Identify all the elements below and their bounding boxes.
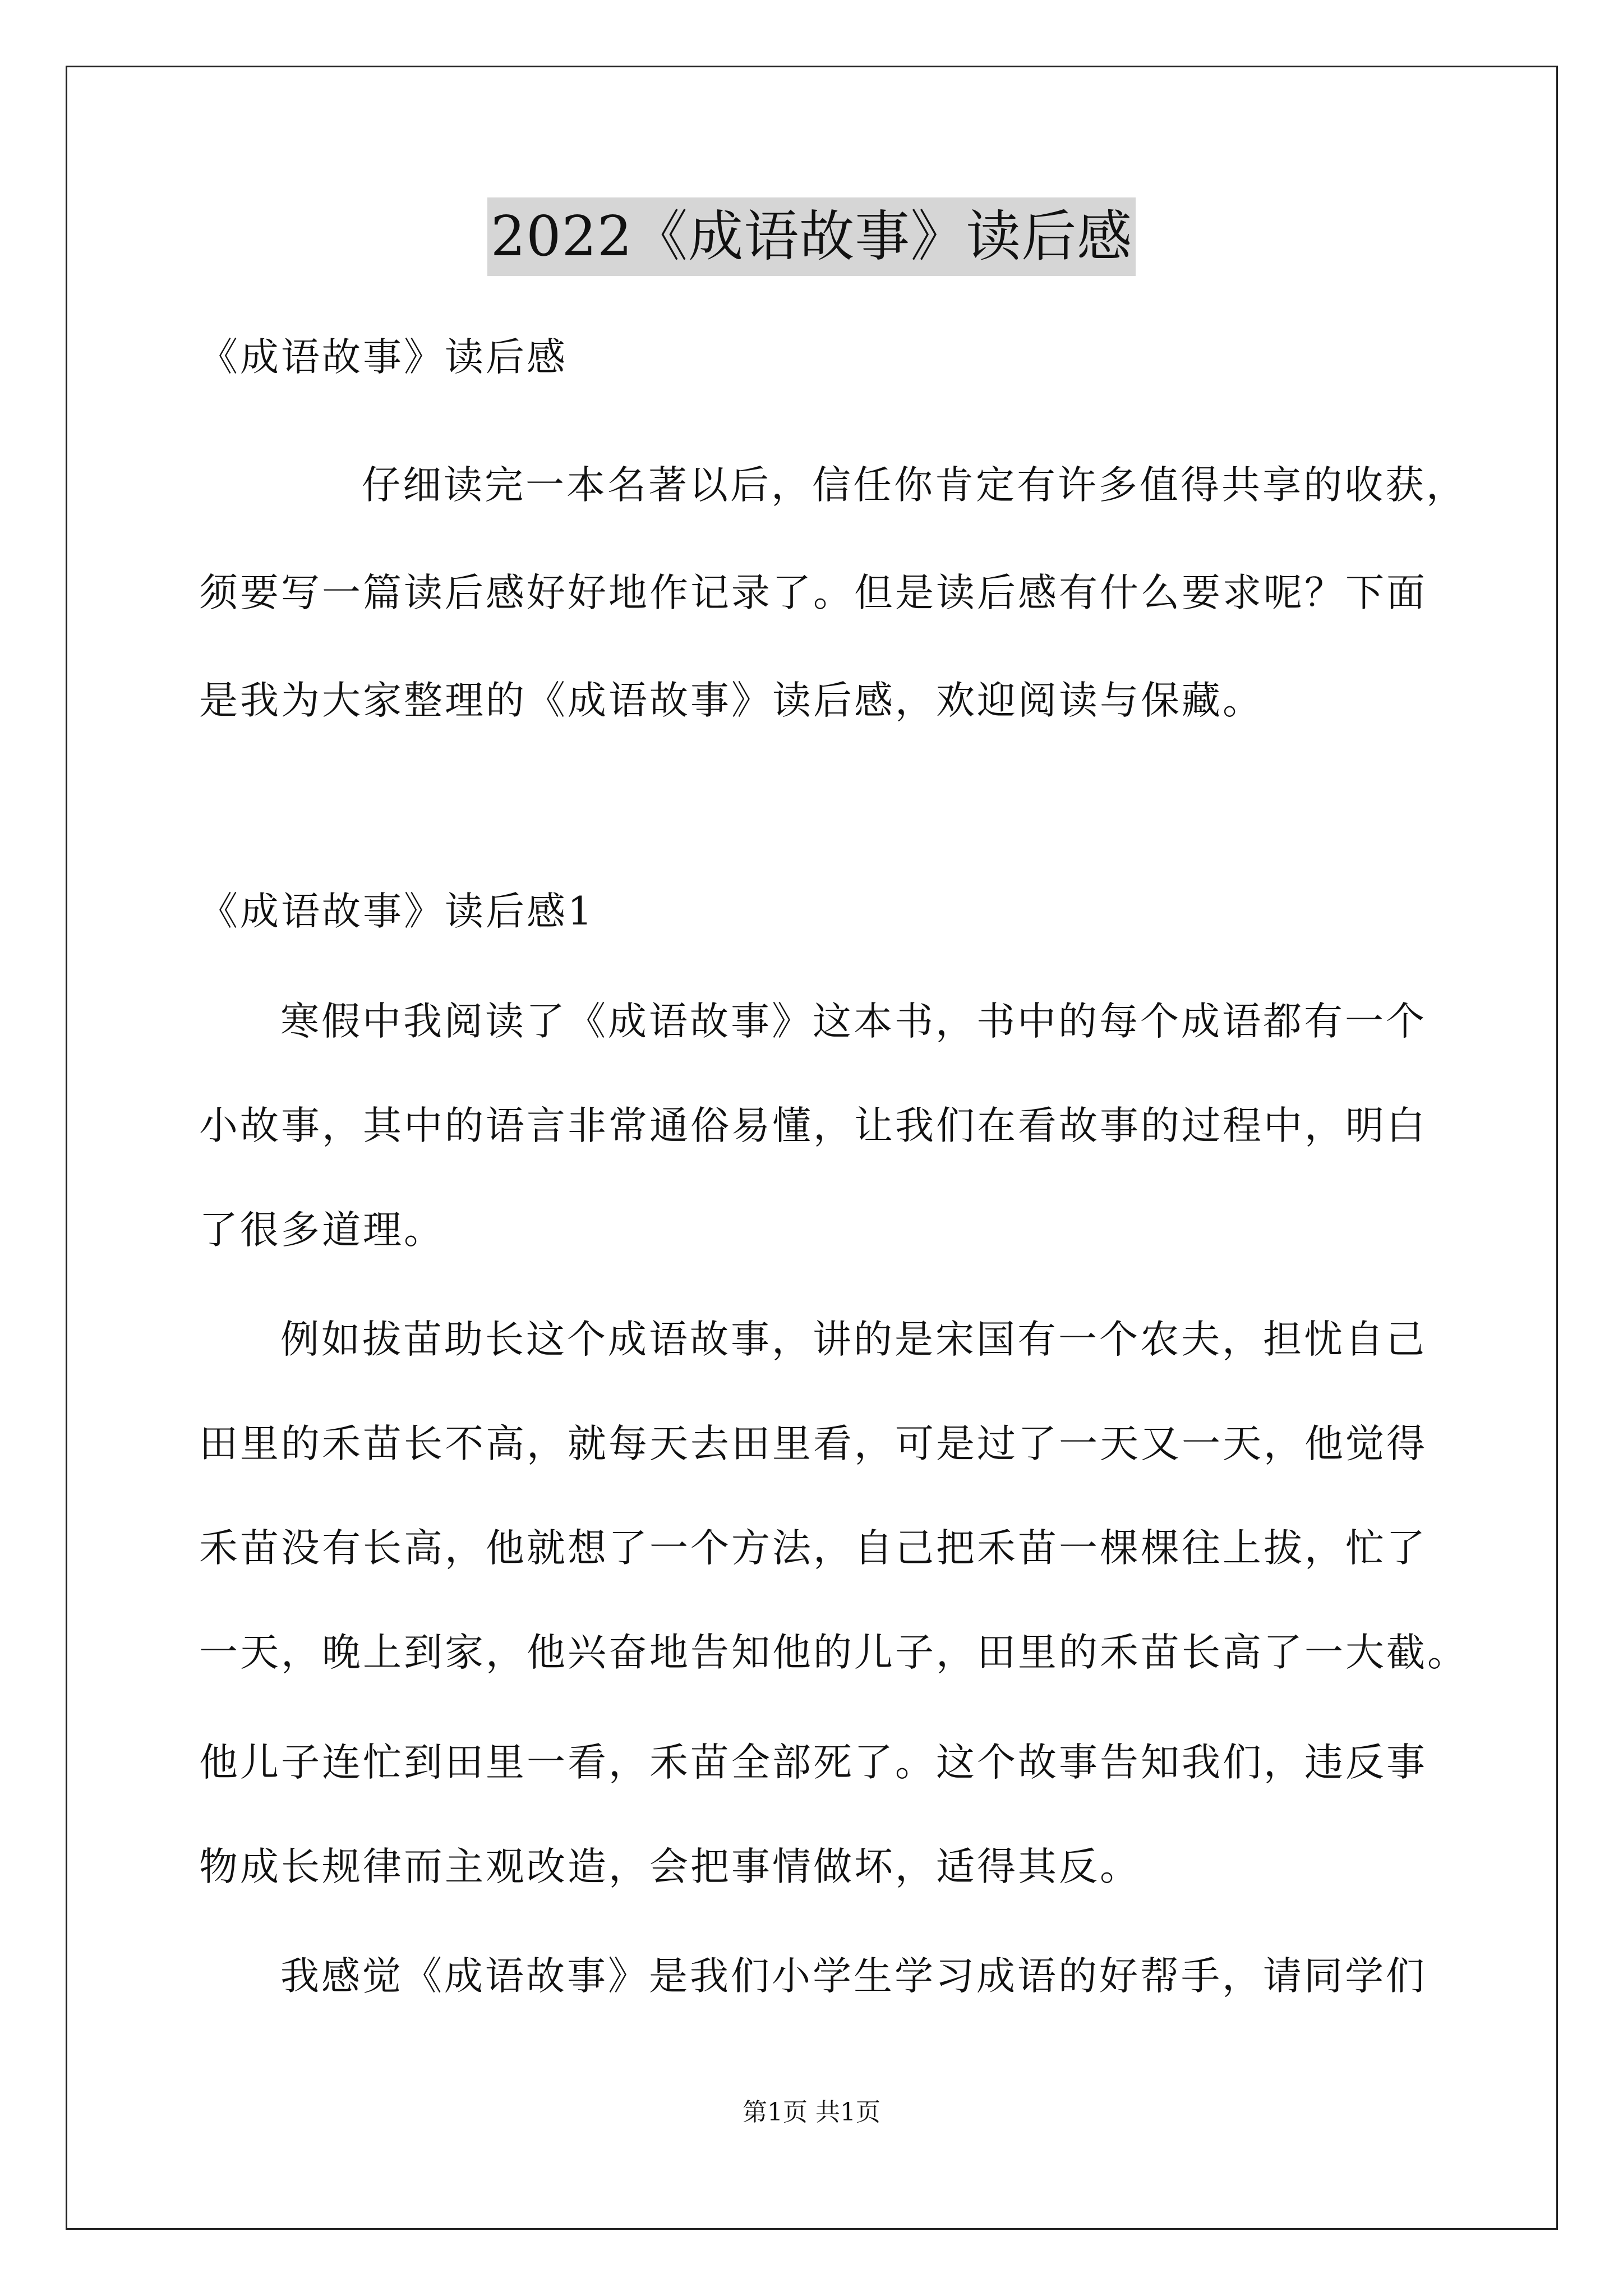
document-subtitle: 《成语故事》读后感 bbox=[199, 335, 568, 380]
document-title: 2022《成语故事》读后感 bbox=[487, 197, 1136, 276]
paragraph-2-line-3: 禾苗没有长高，他就想了一个方法，自己把禾苗一棵棵往上拔，忙了 bbox=[199, 1526, 1427, 1571]
page-footer: 第1页 共1页 bbox=[743, 2098, 880, 2127]
paragraph-1-line-2: 小故事，其中的语言非常通俗易懂，让我们在看故事的过程中，明白 bbox=[199, 1103, 1427, 1148]
paragraph-2-line-1: 例如拔苗助长这个成语故事，讲的是宋国有一个农夫，担忧自己 bbox=[280, 1317, 1427, 1362]
intro-line-1: 仔细读完一本名著以后，信任你肯定有许多值得共享的收获， bbox=[362, 463, 1467, 508]
paragraph-1-line-3: 了很多道理。 bbox=[199, 1208, 445, 1253]
title-container bbox=[0, 197, 1623, 276]
paragraph-2-line-2: 田里的禾苗长不高，就每天去田里看，可是过了一天又一天，他觉得 bbox=[199, 1421, 1427, 1466]
paragraph-1-line-1: 寒假中我阅读了《成语故事》这本书，书中的每个成语都有一个 bbox=[280, 999, 1427, 1044]
paragraph-2-line-5: 他儿子连忙到田里一看，禾苗全部死了。这个故事告知我们，违反事 bbox=[199, 1740, 1427, 1785]
paragraph-2-line-6: 物成长规律而主观改造，会把事情做坏，适得其反。 bbox=[199, 1844, 1141, 1889]
section-heading: 《成语故事》读后感1 bbox=[199, 889, 594, 934]
paragraph-3-line-1: 我感觉《成语故事》是我们小学生学习成语的好帮手，请同学们 bbox=[280, 1954, 1427, 1999]
intro-line-3: 是我为大家整理的《成语故事》读后感，欢迎阅读与保藏。 bbox=[199, 678, 1264, 723]
intro-line-2: 须要写一篇读后感好好地作记录了。但是读后感有什么要求呢？下面 bbox=[199, 570, 1427, 615]
paragraph-2-line-4: 一天，晚上到家，他兴奋地告知他的儿子，田里的禾苗长高了一大截。 bbox=[199, 1630, 1468, 1675]
